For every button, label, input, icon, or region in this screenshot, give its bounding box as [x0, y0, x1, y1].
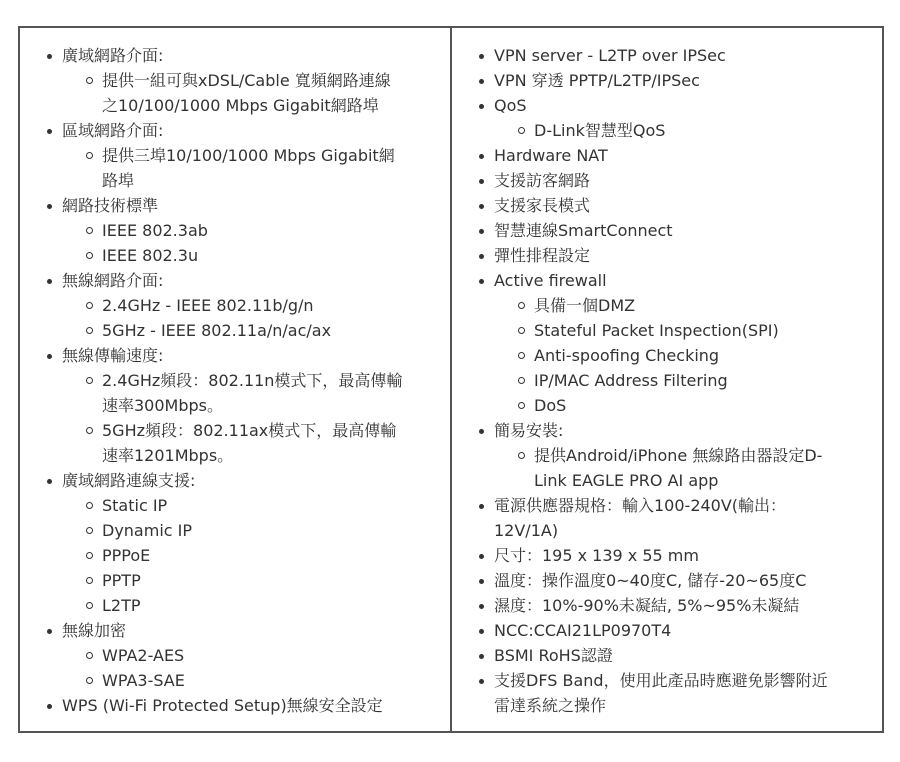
list-item-text: 無線傳輸速度: [62, 346, 164, 365]
list-item [494, 493, 786, 518]
list-item-text: 具備一個DMZ [534, 296, 636, 315]
sub-list-item [102, 418, 396, 443]
sub-list-item [102, 218, 208, 243]
list-item-text: 濕度：10%-90%未凝結, 5%~95%未凝結 [494, 596, 800, 615]
list-item [494, 68, 700, 93]
list-item [494, 143, 608, 168]
sub-list-item [534, 393, 566, 418]
spec-column-right [452, 28, 882, 731]
circle-bullet-icon [86, 502, 93, 509]
list-item-text: Anti-spoofing Checking [534, 346, 720, 365]
list-item-text: 支援家長模式 [494, 196, 591, 215]
list-item [494, 418, 563, 443]
sub-list-item [102, 368, 402, 393]
list-item-text: D-Link智慧型QoS [534, 121, 666, 140]
sub-list-item [102, 668, 185, 693]
list-item-text: WPA2-AES [102, 646, 185, 665]
bullet-icon [47, 279, 52, 284]
list-item-text: 廣域網路介面: [62, 46, 164, 65]
bullet-icon [479, 104, 484, 109]
list-item-continuation [102, 93, 379, 118]
bullet-icon [479, 279, 484, 284]
circle-bullet-icon [518, 302, 525, 309]
circle-bullet-icon [86, 227, 93, 234]
spec-table [18, 26, 884, 733]
sub-list-item [102, 643, 184, 668]
bullet-icon [479, 679, 484, 684]
list-item-continuation [102, 443, 233, 468]
list-item [494, 243, 590, 268]
list-item-continuation [534, 468, 718, 493]
sub-list-item [534, 443, 822, 468]
list-item-text: IEEE 802.3ab [102, 221, 208, 240]
list-item [494, 543, 699, 568]
list-item-text: 溫度：操作溫度0~40度C, 儲存-20~65度C [494, 571, 807, 590]
sub-list-item [102, 143, 395, 168]
list-item-text: VPN 穿透 PPTP/L2TP/IPSec [494, 71, 700, 90]
list-item [494, 268, 607, 293]
bullet-icon [479, 654, 484, 659]
list-item-text: 提供一組可與xDSL/Cable 寬頻網路連線 [102, 71, 391, 90]
sub-list-item [534, 368, 728, 393]
list-item [62, 118, 163, 143]
list-item-text: Hardware NAT [494, 146, 608, 165]
list-item [494, 618, 671, 643]
list-item-continuation [494, 693, 606, 718]
list-item-text: 支援DFS Band，使用此產品時應避免影響附近 [494, 671, 828, 690]
circle-bullet-icon [86, 152, 93, 159]
list-item-text: BSMI RoHS認證 [494, 646, 613, 665]
sub-list-item [102, 243, 198, 268]
bullet-icon [479, 79, 484, 84]
list-item [494, 43, 726, 68]
circle-bullet-icon [86, 552, 93, 559]
bullet-icon [479, 204, 484, 209]
bullet-icon [479, 579, 484, 584]
sub-list-item [102, 518, 192, 543]
circle-bullet-icon [518, 352, 525, 359]
sub-list-item [102, 568, 141, 593]
bullet-icon [479, 179, 484, 184]
list-item-text: 之10/100/1000 Mbps Gigabit網路埠 [102, 96, 379, 115]
list-item-text: IP/MAC Address Filtering [534, 371, 728, 390]
circle-bullet-icon [86, 377, 93, 384]
list-item-text: 廣域網路連線支援: [62, 471, 196, 490]
list-item [62, 268, 163, 293]
circle-bullet-icon [86, 602, 93, 609]
sub-list-item [534, 318, 779, 343]
bullet-icon [47, 629, 52, 634]
list-item-text: 速率1201Mbps。 [102, 446, 234, 465]
bullet-icon [47, 204, 52, 209]
list-item [494, 93, 527, 118]
list-item-text: 12V/1A) [494, 521, 559, 540]
bullet-icon [479, 629, 484, 634]
list-item-text: 彈性排程設定 [494, 246, 591, 265]
list-item-text: Stateful Packet Inspection(SPI) [534, 321, 779, 340]
circle-bullet-icon [86, 427, 93, 434]
bullet-icon [479, 429, 484, 434]
list-item [494, 643, 613, 668]
circle-bullet-icon [518, 452, 525, 459]
list-item-text: IEEE 802.3u [102, 246, 199, 265]
list-item-text: 尺寸：195 x 139 x 55 mm [494, 546, 699, 565]
list-item [494, 593, 799, 618]
list-item-text: 路埠 [102, 171, 135, 190]
sub-list-item [102, 318, 331, 343]
bullet-icon [479, 229, 484, 234]
circle-bullet-icon [518, 327, 525, 334]
list-item [494, 193, 590, 218]
list-item [494, 568, 806, 593]
list-item-text: 5GHz頻段：802.11ax模式下，最高傳輸 [102, 421, 397, 440]
list-item-text: 區域網路介面: [62, 121, 164, 140]
circle-bullet-icon [518, 377, 525, 384]
list-item-text: 無線加密 [62, 621, 127, 640]
sub-list-item [102, 293, 314, 318]
list-item [62, 693, 383, 718]
bullet-icon [479, 504, 484, 509]
sub-list-item [534, 343, 719, 368]
bullet-icon [47, 479, 52, 484]
circle-bullet-icon [86, 252, 93, 259]
list-item-text: 簡易安裝: [494, 421, 564, 440]
list-item-text: L2TP [102, 596, 141, 615]
list-item-text: 支援訪客網路 [494, 171, 591, 190]
list-item-text: Static IP [102, 496, 168, 515]
list-item [494, 218, 673, 243]
list-item-text: DoS [534, 396, 567, 415]
list-item-text: 2.4GHz頻段：802.11n模式下，最高傳輸 [102, 371, 403, 390]
list-item-text: 電源供應器規格：輸入100-240V(輸出： [494, 496, 787, 515]
list-item [62, 193, 158, 218]
list-item-text: WPA3-SAE [102, 671, 185, 690]
list-item [62, 468, 195, 493]
circle-bullet-icon [518, 402, 525, 409]
sub-list-item [534, 118, 665, 143]
list-item-text: PPTP [102, 571, 141, 590]
list-item-text: 提供Android/iPhone 無線路由器設定D- [534, 446, 823, 465]
sub-list-item [102, 593, 141, 618]
spec-column-left [20, 28, 452, 731]
list-item-text: 2.4GHz - IEEE 802.11b/g/n [102, 296, 314, 315]
list-item-continuation [102, 393, 223, 418]
list-item-text: QoS [494, 96, 527, 115]
list-item-text: WPS (Wi-Fi Protected Setup)無線安全設定 [62, 696, 383, 715]
sub-list-item [102, 68, 391, 93]
circle-bullet-icon [86, 577, 93, 584]
list-item-text: NCC:CCAI21LP0970T4 [494, 621, 672, 640]
bullet-icon [479, 154, 484, 159]
bullet-icon [479, 604, 484, 609]
bullet-icon [47, 704, 52, 709]
sub-list-item [102, 493, 167, 518]
sub-list-item [534, 293, 635, 318]
list-item-text: 無線網路介面: [62, 271, 164, 290]
circle-bullet-icon [86, 652, 93, 659]
list-item-text: 網路技術標準 [62, 196, 159, 215]
circle-bullet-icon [86, 677, 93, 684]
list-item-text: 速率300Mbps。 [102, 396, 223, 415]
list-item [62, 343, 163, 368]
circle-bullet-icon [86, 527, 93, 534]
bullet-icon [47, 354, 52, 359]
list-item-text: 提供三埠10/100/1000 Mbps Gigabit網 [102, 146, 395, 165]
list-item [62, 43, 163, 68]
list-item-text: Dynamic IP [102, 521, 193, 540]
list-item-text: 雷達系統之操作 [494, 696, 607, 715]
list-item-text: VPN server - L2TP over IPSec [494, 46, 726, 65]
bullet-icon [479, 254, 484, 259]
bullet-icon [479, 54, 484, 59]
bullet-icon [479, 554, 484, 559]
circle-bullet-icon [86, 302, 93, 309]
list-item [494, 668, 828, 693]
circle-bullet-icon [518, 127, 525, 134]
list-item-text: PPPoE [102, 546, 151, 565]
bullet-icon [47, 129, 52, 134]
list-item-text: Link EAGLE PRO AI app [534, 471, 719, 490]
list-item-text: Active firewall [494, 271, 607, 290]
list-item-text: 智慧連線SmartConnect [494, 221, 673, 240]
list-item [494, 168, 590, 193]
list-item-continuation [102, 168, 134, 193]
list-item-continuation [494, 518, 558, 543]
circle-bullet-icon [86, 77, 93, 84]
circle-bullet-icon [86, 327, 93, 334]
bullet-icon [47, 54, 52, 59]
list-item [62, 618, 126, 643]
list-item-text: 5GHz - IEEE 802.11a/n/ac/ax [102, 321, 332, 340]
sub-list-item [102, 543, 150, 568]
